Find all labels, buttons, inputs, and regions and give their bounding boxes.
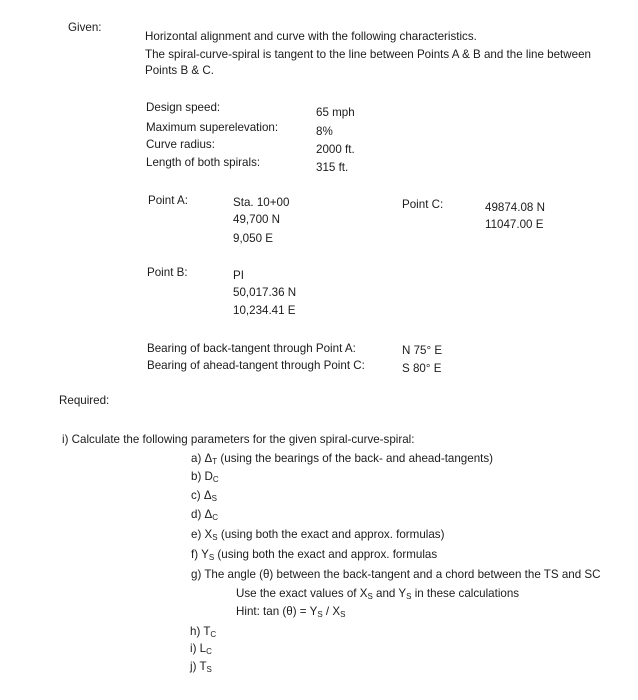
- item-h: h) $T_C$: [190, 625, 217, 639]
- point-b-pi: PI: [233, 269, 244, 282]
- point-b-northing: 50,017.36 N: [233, 286, 297, 299]
- ahead-tangent-bearing-value: S 80° E: [402, 362, 442, 375]
- item-c: c) $\Delta_S$: [191, 489, 217, 503]
- required-intro: i) Calculate the following parameters for the given spiral-curve-spiral:: [62, 433, 415, 446]
- required-label: Required:: [59, 394, 110, 407]
- curve-radius-label: Curve radius:: [146, 138, 215, 151]
- curve-radius-value: 2000 ft.: [316, 143, 355, 156]
- given-line-3: Points B & C.: [145, 64, 214, 77]
- item-g-note: Use the exact values of $X_S$ and $Y_S$ in these calculations: [236, 587, 520, 601]
- item-g: g) The angle (θ) between the back-tangent and a chord between the TS and SC: [191, 568, 601, 581]
- given-label: Given:: [68, 21, 102, 34]
- point-b-label: Point B:: [147, 266, 188, 279]
- point-a-station: Sta. 10+00: [233, 196, 290, 209]
- back-tangent-bearing-value: N 75° E: [402, 344, 443, 357]
- point-c-easting: 11047.00 E: [485, 218, 544, 231]
- design-speed-value: 65 mph: [316, 106, 355, 119]
- item-f: f) $Y_S$ (using both the exact and approx. formulas: [191, 548, 438, 562]
- superelevation-value: 8%: [316, 125, 333, 138]
- item-j: j) $T_S$: [190, 660, 212, 674]
- point-a-label: Point A:: [148, 194, 188, 207]
- item-b: b) $D_C$: [191, 470, 219, 484]
- given-line-1: Horizontal alignment and curve with the following characteristics.: [145, 30, 477, 43]
- item-e: e) $X_S$ (using both the exact and approx. formulas): [191, 528, 445, 542]
- point-c-label: Point C:: [402, 198, 444, 211]
- item-d: d) $\Delta_C$: [191, 508, 219, 522]
- point-c-northing: 49874.08 N: [485, 201, 545, 214]
- design-speed-label: Design speed:: [146, 101, 221, 114]
- ahead-tangent-bearing-label: Bearing of ahead-tangent through Point C:: [147, 359, 365, 372]
- spiral-length-value: 315 ft.: [316, 161, 349, 174]
- superelevation-label: Maximum superelevation:: [146, 121, 279, 134]
- back-tangent-bearing-label: Bearing of back-tangent through Point A:: [147, 342, 356, 355]
- item-g-hint: Hint: $\tan (\theta) = Y_S / X_S$: [236, 605, 346, 619]
- point-a-northing: 49,700 N: [233, 213, 281, 226]
- item-i: i) $L_C$: [190, 642, 212, 656]
- spiral-length-label: Length of both spirals:: [146, 156, 261, 169]
- given-line-2: The spiral-curve-spiral is tangent to the line between Points A & B and the line between: [145, 48, 591, 61]
- point-b-easting: 10,234.41 E: [233, 304, 296, 317]
- item-a: a) $\Delta_T$ (using the bearings of the back- and ahead-tangents): [191, 452, 494, 466]
- point-a-easting: 9,050 E: [233, 232, 273, 245]
